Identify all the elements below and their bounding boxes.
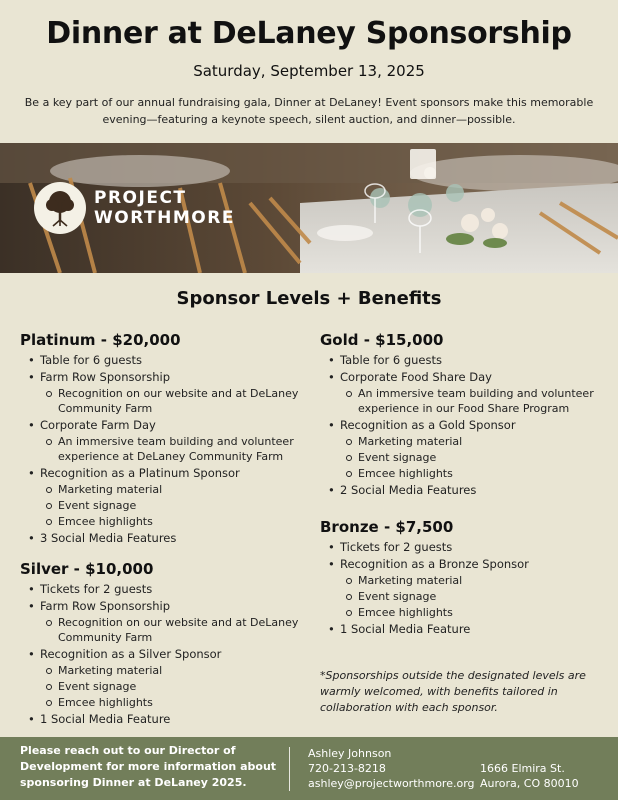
list-item: • Farm Row Sponsorship bbox=[20, 598, 305, 614]
list-subitem: Recognition on our website and at DeLaney Community Farm bbox=[20, 386, 305, 416]
list-item: • Corporate Food Share Day bbox=[320, 369, 605, 385]
intro-text: Be a key part of our annual fundraising gala, Dinner at DeLaney! Event sponsors make this memorable evening—featuring a keynote speech, silent auction, and dinner—possible. bbox=[24, 96, 594, 126]
list-subitem: Event signage bbox=[320, 589, 605, 604]
right-column bbox=[320, 330, 605, 499]
mailing-address bbox=[480, 761, 579, 791]
list-subitem: Event signage bbox=[320, 450, 605, 465]
list-item: • 3 Social Media Features bbox=[20, 530, 305, 546]
contact-info bbox=[308, 746, 475, 791]
address-street: 1666 Elmira St. bbox=[480, 762, 565, 775]
list-subitem: An immersive team building and volunteer experience at DeLaney Community Farm bbox=[20, 434, 305, 464]
list-item: • 1 Social Media Feature bbox=[320, 621, 605, 637]
list-item: • 1 Social Media Feature bbox=[20, 711, 305, 727]
list-subitem: Event signage bbox=[20, 679, 305, 694]
list-item: • Recognition as a Bronze Sponsor bbox=[320, 556, 605, 572]
left-column-lower bbox=[20, 559, 305, 728]
list-subitem: Emcee highlights bbox=[320, 605, 605, 620]
project-worthmore-logo bbox=[34, 182, 235, 234]
list-subitem: Marketing material bbox=[320, 573, 605, 588]
logo-line-2: WORTHMORE bbox=[94, 208, 235, 228]
list-subitem: Marketing material bbox=[20, 482, 305, 497]
left-column bbox=[20, 330, 305, 547]
list-subitem: Emcee highlights bbox=[20, 514, 305, 529]
contact-name: Ashley Johnson bbox=[308, 747, 392, 760]
list-subitem: Marketing material bbox=[320, 434, 605, 449]
list-item: • Tickets for 2 guests bbox=[320, 539, 605, 555]
list-subitem: Emcee highlights bbox=[20, 695, 305, 710]
list-item: • Recognition as a Gold Sponsor bbox=[320, 417, 605, 433]
contact-phone[interactable]: 720-213-8218 bbox=[308, 762, 386, 775]
tree-icon bbox=[34, 182, 86, 234]
list-item: • Recognition as a Platinum Sponsor bbox=[20, 465, 305, 481]
footer bbox=[0, 737, 618, 800]
custom-sponsorship-note: *Sponsorships outside the designated levels are warmly welcomed, with benefits tailored in collaboration with each sponsor. bbox=[320, 669, 586, 714]
right-column-lower bbox=[320, 517, 605, 638]
logo-wordmark bbox=[94, 188, 235, 228]
contact-email[interactable]: ashley@projectworthmore.org bbox=[308, 777, 475, 790]
address-city: Aurora, CO 80010 bbox=[480, 777, 579, 790]
silver-level bbox=[20, 559, 305, 727]
event-date: Saturday, September 13, 2025 bbox=[193, 62, 425, 80]
footer-divider bbox=[289, 747, 290, 791]
list-item: • Corporate Farm Day bbox=[20, 417, 305, 433]
list-item: • Table for 6 guests bbox=[20, 352, 305, 368]
list-item: • 2 Social Media Features bbox=[320, 482, 605, 498]
list-subitem: Recognition on our website and at DeLaney Community Farm bbox=[20, 615, 305, 645]
list-item: • Tickets for 2 guests bbox=[20, 581, 305, 597]
platinum-level bbox=[20, 330, 305, 546]
list-item: • Farm Row Sponsorship bbox=[20, 369, 305, 385]
gold-title: Gold - $15,000 bbox=[320, 331, 444, 349]
list-subitem: An immersive team building and volunteer experience in our Food Share Program bbox=[320, 386, 605, 416]
list-subitem: Emcee highlights bbox=[320, 466, 605, 481]
list-subitem: Event signage bbox=[20, 498, 305, 513]
platinum-title: Platinum - $20,000 bbox=[20, 331, 181, 349]
footer-message: Please reach out to our Director of Development for more information about sponsoring Dinner at DeLaney 2025. bbox=[20, 744, 277, 789]
bronze-title: Bronze - $7,500 bbox=[320, 518, 454, 536]
page-title: Dinner at DeLaney Sponsorship bbox=[46, 16, 572, 51]
silver-title: Silver - $10,000 bbox=[20, 560, 154, 578]
bronze-level bbox=[320, 517, 605, 637]
list-item: • Table for 6 guests bbox=[320, 352, 605, 368]
section-title: Sponsor Levels + Benefits bbox=[176, 288, 442, 309]
list-item: • Recognition as a Silver Sponsor bbox=[20, 646, 305, 662]
logo-line-1: PROJECT bbox=[94, 188, 187, 208]
list-subitem: Marketing material bbox=[20, 663, 305, 678]
gold-level bbox=[320, 330, 605, 498]
